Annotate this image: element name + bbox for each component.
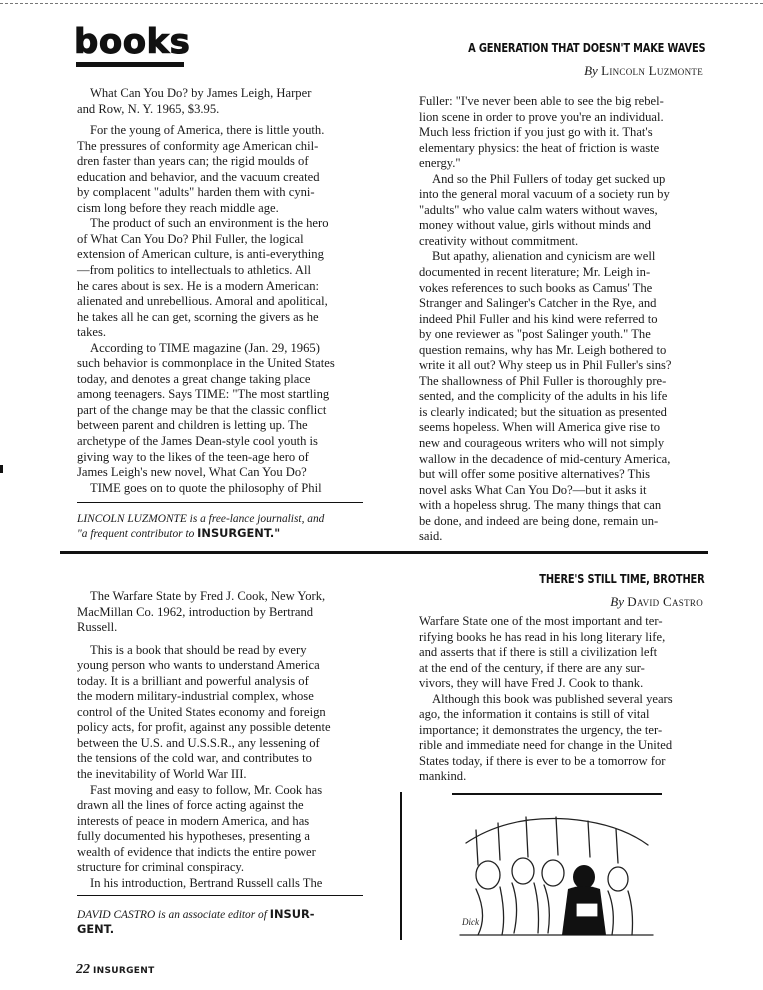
section-logo — [74, 22, 192, 69]
text-line: Although this book was published several years — [432, 691, 673, 706]
text-line: alienated and unrebellious. Amoral and apolitical, — [77, 294, 328, 309]
text-line: by one reviewer as "post Salinger youth." The — [419, 327, 651, 342]
review1-byline — [584, 63, 703, 79]
text-line: control of the United States economy and foreign — [77, 704, 326, 719]
text-line: among teenagers. Says TIME: "The most startling — [77, 387, 330, 402]
text-line: indeed Phil Fuller and his kind were referred to — [419, 311, 658, 326]
text-line: Stranger and Salinger's Catcher in the Rye, and — [419, 296, 657, 311]
text-line: novel asks What Can You Do?—but it asks it — [419, 482, 647, 497]
text-line: the modern military-industrial complex, whose — [77, 689, 314, 704]
note-text: DAVID CASTRO is an associate editor of — [77, 909, 270, 921]
text-line: The shallowness of Phil Fuller is thoroughly pre- — [419, 373, 667, 388]
text-line: with a hopeless shrug. The many things that can — [419, 498, 662, 513]
text-line: vokes references to such books as Camus' The — [419, 280, 653, 295]
text-line: energy." — [419, 156, 461, 171]
byline-author: David Castro — [627, 594, 703, 609]
note-text: "a frequent contributor to — [77, 528, 198, 540]
text-line: he takes all he can get, scorning the givers as he — [77, 309, 319, 324]
text-line: policy acts, for profit, against any possible detente — [77, 720, 331, 735]
artist-signature: Dick — [462, 917, 479, 927]
review1-column-2 — [419, 94, 704, 545]
text-line: the inevitability of World War III. — [77, 767, 247, 782]
review2-author-note — [77, 907, 377, 937]
text-line: sented, and the complicity of the adults in his life — [419, 389, 668, 404]
text-line: mankind. — [419, 769, 467, 784]
text-line: structure for criminal conspiracy. — [77, 860, 245, 875]
text-line: cism long before they reach middle age. — [77, 200, 279, 215]
text-line: money without value, girls without minds and — [419, 218, 651, 233]
text-line: by complacent "adults" harden them with cyni- — [77, 185, 315, 200]
text-line: and asserts that if there is still a civilization left — [419, 645, 658, 660]
text-line: —from politics to intellectuals to athletics. All — [77, 263, 311, 278]
note-line — [77, 526, 377, 541]
text-line: TIME goes on to quote the philosophy of Phil — [90, 480, 322, 495]
text-line: at the end of the century, if there are any sur- — [419, 660, 645, 675]
text-line: James Leigh's new novel, What Can You Do? — [77, 465, 307, 480]
text-line: lion scene in order to prove you're an individual. — [419, 109, 664, 124]
review1-author-note — [77, 512, 377, 541]
text-line: seems hopeless. When will America give rise to — [419, 420, 661, 435]
text-line: vivors, they will have Fred J. Cook to thank. — [419, 676, 644, 691]
note-line — [77, 922, 377, 937]
text-line: new and courageous writers who will not simply — [419, 436, 665, 451]
text-line: States today, if there is ever to be a tomorrow for — [419, 753, 666, 768]
text-line: This is a book that should be read by every — [90, 642, 307, 657]
byline-author: Lincoln Luzmonte — [601, 63, 703, 78]
text-line: elementary physics: the heat of friction is waste — [419, 140, 660, 155]
section-title: books — [74, 22, 191, 62]
text-line: creativity without commitment. — [419, 233, 579, 248]
text-line: fully documented his hypotheses, presenting a — [77, 829, 310, 844]
text-line: education and behavior, and the vacuum created — [77, 169, 320, 184]
review2-column-2 — [419, 614, 704, 785]
section-divider — [60, 551, 708, 554]
page-footer — [76, 960, 155, 978]
text-line: What Can You Do? by James Leigh, Harper — [90, 86, 312, 100]
illustration-rule — [452, 793, 662, 795]
text-line: wallow in the decadence of mid-century America, — [419, 451, 671, 466]
text-line: write it all out? Why steep us in Phil Fuller's sins? — [419, 358, 672, 373]
review2-column-1 — [77, 589, 362, 891]
text-line: For the young of America, there is little youth. — [90, 123, 325, 138]
text-line: be done, and indeed are being done, remain un- — [419, 513, 659, 528]
margin-tick-mark — [0, 465, 3, 473]
text-line: extension of American culture, is anti-everything — [77, 247, 324, 262]
review2-headline: THERE'S STILL TIME, BROTHER — [539, 572, 705, 586]
text-line: Much less friction if you just go with it. That's — [419, 125, 653, 140]
text-line: is clearly indicated; but the situation as presented — [419, 404, 667, 419]
text-line: young person who wants to understand America — [77, 658, 320, 673]
text-line: of What Can You Do? Phil Fuller, the logical — [77, 231, 304, 246]
cartoon-illustration — [448, 805, 663, 945]
review1-headline: A GENERATION THAT DOESN'T MAKE WAVES — [467, 41, 705, 55]
text-line: The Warfare State by Fred J. Cook, New York, — [90, 589, 326, 603]
logo-underline — [76, 62, 184, 67]
review1-column-1 — [77, 86, 363, 496]
footer-magazine-name: INSURGENT — [93, 966, 155, 976]
text-line: Warfare State one of the most important and ter- — [419, 614, 663, 628]
text-line: The product of such an environment is the hero — [90, 216, 329, 231]
text-line: rible and immediate need for change in the United — [419, 738, 673, 753]
text-line: but will offer some positive alternatives? This — [419, 467, 651, 482]
text-line: MacMillan Co. 1962, introduction by Bertrand — [77, 604, 314, 619]
top-dashed-border — [0, 3, 763, 4]
text-line: rifying books he has read in his long literary life, — [419, 629, 666, 644]
text-line: and Row, N. Y. 1965, $3.95. — [77, 101, 220, 116]
review2-byline — [610, 594, 703, 610]
magazine-name: INSUR- — [269, 907, 315, 921]
byline-prefix: By — [610, 594, 624, 609]
text-line: wealth of evidence that indicts the entire power — [77, 844, 316, 859]
text-line: archetype of the James Dean-style cool youth is — [77, 434, 318, 449]
text-line: In his introduction, Bertrand Russell calls The — [90, 875, 323, 890]
magazine-name: INSURGENT." — [197, 526, 281, 540]
text-line: importance; it demonstrates the urgency, the ter- — [419, 722, 663, 737]
text-line: drawn all the lines of force acting against the — [77, 798, 304, 813]
text-line: According to TIME magazine (Jan. 29, 1965) — [90, 340, 320, 355]
text-line: today. It is a brilliant and powerful analysis of — [77, 673, 309, 688]
text-line: The pressures of conformity age American chil- — [77, 138, 319, 153]
magazine-name: GENT. — [77, 922, 115, 936]
text-line: today, and denotes a great change taking place — [77, 371, 311, 386]
text-line: between parent and children is letting up. The — [77, 418, 308, 433]
text-line: he cares about is sex. He is a modern American: — [77, 278, 319, 293]
text-line: question remains, why has Mr. Leigh bothered to — [419, 342, 667, 357]
vertical-rule — [400, 792, 402, 940]
text-line: documented in recent literature; Mr. Leigh in- — [419, 265, 651, 280]
text-line: part of the change may be that the classic conflict — [77, 402, 327, 417]
text-line: "adults" who value calm waters without waves, — [419, 202, 658, 217]
text-line: Fuller: "I've never been able to see the big rebel- — [419, 94, 664, 108]
note-line — [77, 907, 377, 922]
text-line: Fast moving and easy to follow, Mr. Cook has — [90, 782, 323, 797]
text-line: ago, the information it contains is still of vital — [419, 707, 650, 722]
text-line: takes. — [77, 325, 107, 340]
byline-prefix: By — [584, 63, 598, 78]
note-rule — [77, 502, 363, 503]
text-line: dren faster than years can; the rigid moulds of — [77, 154, 309, 169]
page-number: 22 — [76, 962, 90, 977]
text-line: between the U.S. and U.S.S.R., any lessening of — [77, 735, 320, 750]
text-line: such behavior is commonplace in the United States — [77, 356, 335, 371]
text-line: said. — [419, 529, 443, 544]
text-line: interests of peace in modern America, and has — [77, 813, 310, 828]
text-line: Russell. — [77, 620, 118, 635]
note-line: LINCOLN LUZMONTE is a free-lance journalist, and — [77, 513, 325, 525]
text-line: But apathy, alienation and cynicism are well — [432, 249, 656, 264]
note-rule — [77, 895, 363, 896]
text-line: the tensions of the cold war, and contributes to — [77, 751, 312, 766]
text-line: And so the Phil Fullers of today get sucked up — [432, 171, 666, 186]
text-line: into the general moral vacuum of a society run by — [419, 187, 670, 202]
text-line: giving way to the likes of the teen-age hero of — [77, 449, 309, 464]
